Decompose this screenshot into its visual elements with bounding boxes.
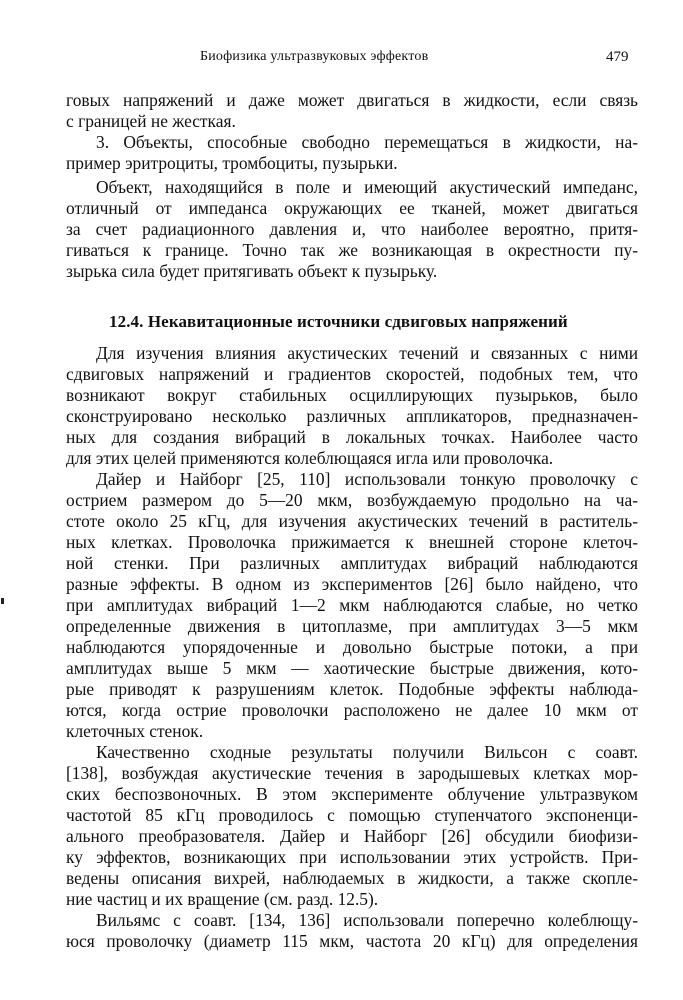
text-line: ального преобразователя. Дайер и Найборг [26] обсудили биофизи- <box>66 826 638 846</box>
text-line: 3. Объекты, способные свободно перемещаться в жидкости, на- <box>96 132 638 152</box>
text-line: зырька сила будет притягивать объект к пузырьку. <box>66 261 438 281</box>
text-line: Объект, находящийся в поле и имеющий акустический импеданс, <box>96 177 638 197</box>
text-line: [138], возбуждая акустические течения в зародышевых клетках мор- <box>66 763 638 783</box>
text-line: при амплитудах вибраций 1—2 мкм наблюдаются слабые, но четко <box>66 595 638 615</box>
running-title: Биофизика ультразвуковых эффектов <box>200 49 429 64</box>
text-line: стоте около 25 кГц, для изучения акустических течений в раститель- <box>66 511 638 531</box>
text-line: разные эффекты. В одном из экспериментов [26] было найдено, что <box>66 574 638 594</box>
text-line: ных для создания вибраций в локальных точках. Наиболее часто <box>66 427 638 447</box>
text-line: сдвиговых напряжений и градиентов скоростей, подобных тем, что <box>66 364 638 384</box>
text-line: пример эритроциты, тромбоциты, пузырьки. <box>66 153 398 173</box>
text-line: говых напряжений и даже может двигаться в жидкости, если связь <box>66 90 638 110</box>
text-line: сконструировано несколько различных аппликаторов, предназначен- <box>66 406 638 426</box>
text-line: определенные движения в цитоплазме, при амплитудах 3—5 мкм <box>66 616 638 636</box>
text-line: ются, когда острие проволочки расположено не далее 10 мкм от <box>66 700 638 720</box>
text-line: для этих целей применяются колеблющаяся игла или проволочка. <box>66 448 554 468</box>
text-line: Качественно сходные результаты получили Вильсон с соавт. <box>96 742 638 762</box>
text-line: ских беспозвоночных. В этом эксперименте облучение ультразвуком <box>66 784 638 804</box>
text-line: за счет радиационного давления и, что наиболее вероятно, притя- <box>66 219 638 239</box>
text-line: рые приводят к разрушениям клеток. Подобные эффекты наблюда- <box>66 679 638 699</box>
text-line: Дайер и Найборг [25, 110] использовали тонкую проволочку с <box>96 469 638 489</box>
text-line: гиваться к границе. Точно так же возникающая в окрестности пу- <box>66 240 638 260</box>
text-line: амплитудах выше 5 мкм — хаотические быстрые движения, кото- <box>66 658 638 678</box>
text-line: частотой 85 кГц проводилось с помощью ступенчатого экспоненци- <box>66 805 638 825</box>
text-line: клеточных стенок. <box>66 721 204 741</box>
text-line: Для изучения влияния акустических течений и связанных с ними <box>96 343 638 363</box>
text-line: острием размером до 5—20 мкм, возбуждаемую продольно на ча- <box>66 490 638 510</box>
text-line: ных клетках. Проволочка прижимается к внешней стороне клеточ- <box>66 532 638 552</box>
text-block-main <box>66 343 638 952</box>
text-block-top <box>66 90 638 282</box>
text-line: ку эффектов, возникающих при использовании этих устройств. При- <box>66 847 638 867</box>
page-number: 479 <box>606 49 629 65</box>
text-line: ной стенки. При различных амплитудах вибраций наблюдаются <box>66 553 638 573</box>
text-line: ведены описания вихрей, наблюдаемых в жидкости, а также скопле- <box>66 868 638 888</box>
text-line: Вильямс с соавт. [134, 136] использовали поперечно колеблющу- <box>96 910 638 930</box>
text-line: с границей не жесткая. <box>66 111 236 131</box>
section-heading: 12.4. Некавитационные источники сдвиговых напряжений <box>109 312 568 331</box>
text-line: ние частиц и их вращение (см. разд. 12.5). <box>66 889 379 909</box>
text-line: наблюдаются упорядоченные и довольно быстрые потоки, а при <box>66 637 638 657</box>
margin-mark <box>1 598 4 604</box>
text-line: возникают вокруг стабильных осциллирующих пузырьков, было <box>66 385 638 405</box>
text-line: юся проволочку (диаметр 115 мкм, частота 20 кГц) для определения <box>66 931 638 951</box>
text-line: отличный от импеданса окружающих ее тканей, может двигаться <box>66 198 638 218</box>
